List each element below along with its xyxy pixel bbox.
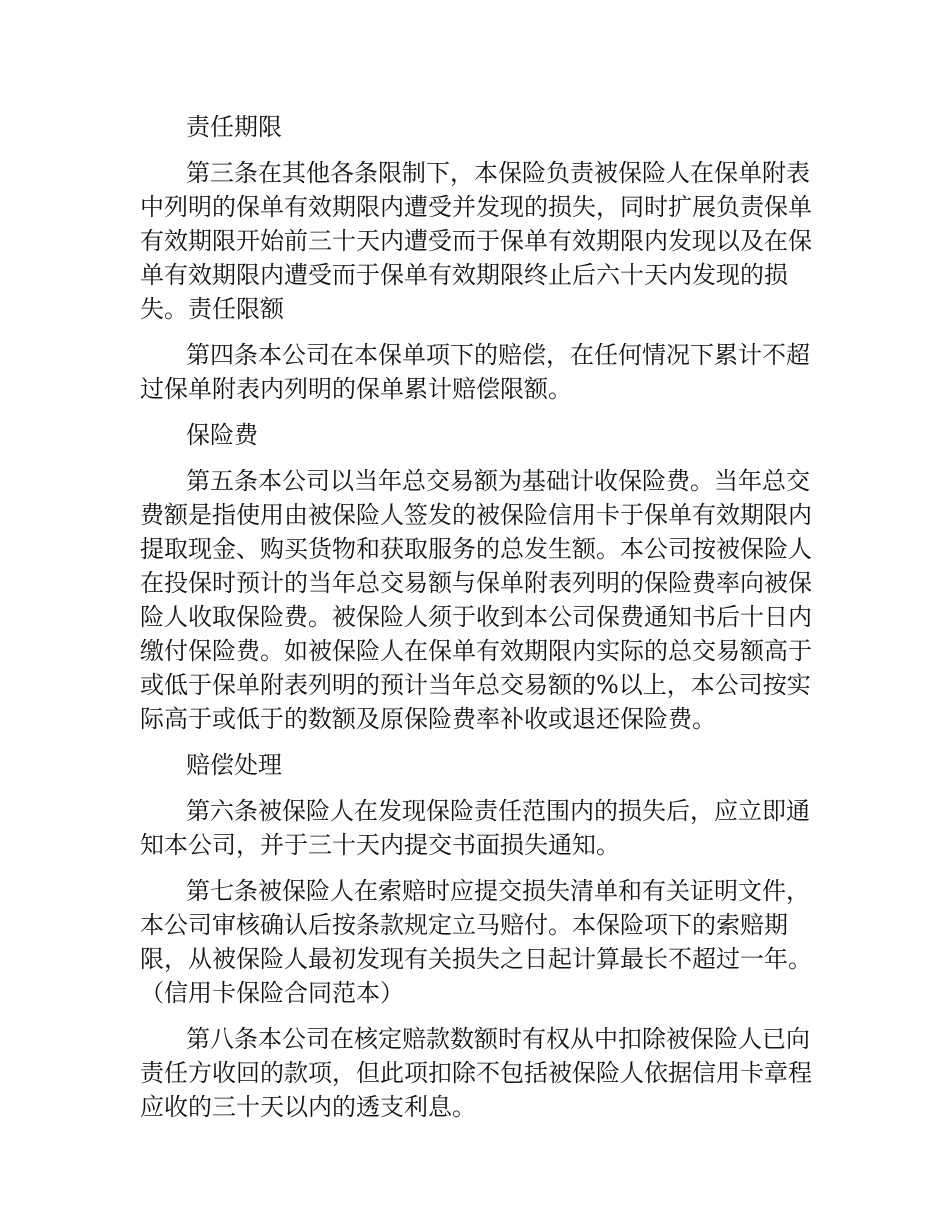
article-5-paragraph: 第五条本公司以当年总交易额为基础计收保险费。当年总交费额是指使用由被保险人签发的被保险信用卡于保单有效期限内提取现金、购买货物和获取服务的总发生额。本公司按被保险人在投保时预计的当年总交易额与保单附表列明的保险费率向被保险人收取保险费。被保险人须于收到本公司保费通知书后十日内缴付保险费。如被保险人在保单有效期限内实际的总交易额高于或低于保单附表列明的预计当年总交易额的%以上，本公司按实际高于或低于的数额及原保险费率补收或退还保险费。: [140, 467, 812, 733]
article-8-paragraph: 第八条本公司在核定赔款数额时有权从中扣除被保险人已向责任方收回的款项，但此项扣除不包括被保险人依据信用卡章程应收的三十天以内的透支利息。: [140, 1025, 812, 1121]
section-heading-liability-period: 责任期限: [186, 113, 282, 141]
section-heading-premium: 保险费: [186, 421, 258, 449]
article-6-paragraph: 第六条被保险人在发现保险责任范围内的损失后，应立即通知本公司，并于三十天内提交书面损失通知。: [140, 797, 810, 859]
section-heading-claims: 赔偿处理: [186, 751, 282, 779]
article-4-paragraph: 第四条本公司在本保单项下的赔偿，在任何情况下累计不超过保单附表内列明的保单累计赔偿限额。: [140, 341, 810, 403]
article-7-paragraph: 第七条被保险人在索赔时应提交损失清单和有关证明文件，本公司审核确认后按条款规定立马赔付。本保险项下的索赔期限，从被保险人最初发现有关损失之日起计算最长不超过一年。（信用卡保险合同范本）: [140, 877, 812, 1007]
article-3-paragraph: 第三条在其他各条限制下，本保险负责被保险人在保单附表中列明的保单有效期限内遭受并发现的损失，同时扩展负责保单有效期限开始前三十天内遭受而于保单有效期限内发现以及在保单有效期限内遭受而于保单有效期限终止后六十天内发现的损失。责任限额: [140, 159, 812, 323]
document-page: [140, 110, 812, 1136]
